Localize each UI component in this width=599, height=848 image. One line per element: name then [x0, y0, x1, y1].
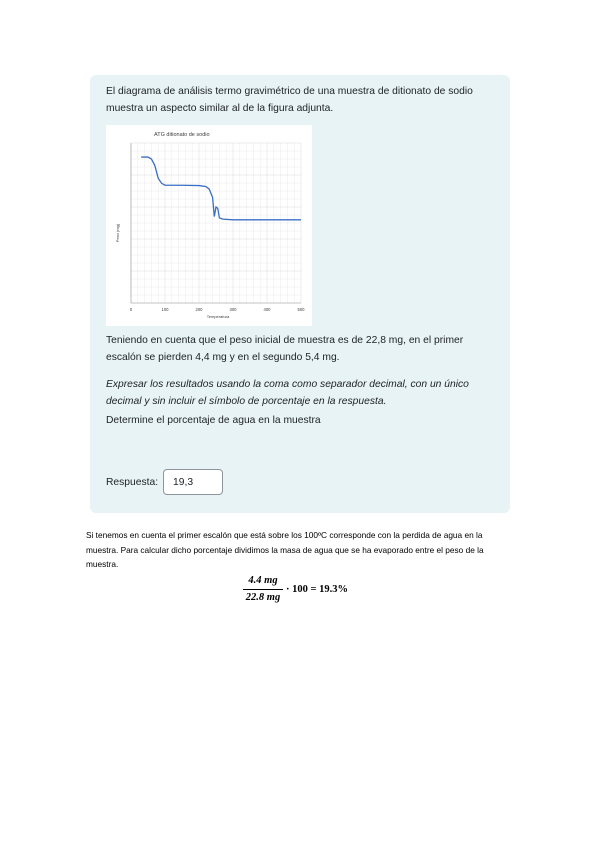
chart-grid — [131, 143, 301, 303]
chart-x-ticks — [130, 307, 305, 312]
formula-result: · 100 = 19.3% — [286, 584, 348, 595]
formula-denominator: 22.8 mg — [245, 592, 281, 603]
x-tick-label: 500 — [297, 307, 305, 312]
fraction-bar — [243, 589, 283, 590]
question-task: Determine el porcentaje de agua en la muestra — [106, 415, 321, 426]
x-tick-label: 0 — [129, 307, 133, 312]
formula-numerator: 4.4 mg — [248, 575, 278, 586]
question-weights: Teniendo en cuenta que el peso inicial de muestra es de 22,8 mg, en el primer escalón se pierden 4,4 mg y en el segundo 5,4 mg. — [106, 335, 464, 363]
answer-input[interactable]: 19,3 — [163, 469, 223, 495]
chart-title: ATG ditionato de sodio — [154, 132, 210, 138]
formula-fraction — [243, 574, 283, 605]
x-tick-label: 400 — [263, 307, 271, 312]
tga-chart — [106, 125, 312, 326]
chart-x-label: Temperatura — [206, 314, 230, 319]
explanation-text: Si tenemos en cuenta el primer escalón que está sobre los 100ºC corresponde con la perdida de agua en la muestra. Para calcular dicho porcentaje dividimos la masa de agua que se ha evaporado entre el peso de la muestra. — [86, 530, 484, 569]
formula — [243, 574, 383, 608]
x-tick-label: 200 — [195, 307, 203, 312]
answer-label: Respuesta: — [106, 477, 159, 488]
x-tick-label: 300 — [229, 307, 237, 312]
x-tick-label: 100 — [161, 307, 169, 312]
chart-y-label: Peso (mg) — [115, 223, 120, 243]
tga-figure — [106, 125, 312, 326]
question-intro: El diagrama de análisis termo gravimétrico de una muestra de ditionato de sodio muestra un aspecto similar al de la figura adjunta. — [106, 86, 473, 114]
question-card — [90, 75, 510, 513]
question-instruction: Expresar los resultados usando la coma como separador decimal, con un único decimal y sin incluir el símbolo de porcentaje en la respuesta. — [106, 379, 469, 407]
